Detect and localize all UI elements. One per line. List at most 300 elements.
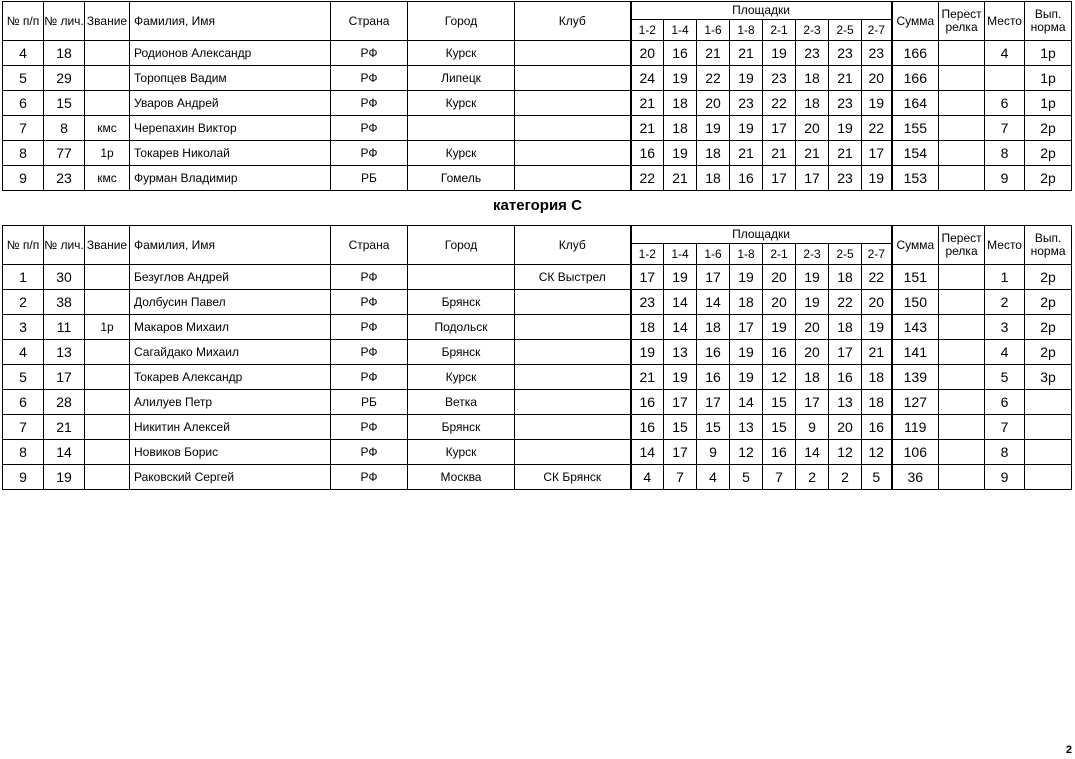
cell-norma: 1р [1025, 66, 1072, 91]
cell-mesto: 3 [985, 315, 1025, 340]
cell-mesto: 8 [985, 440, 1025, 465]
cell-station-score: 21 [697, 41, 730, 66]
cell-nlich: 38 [44, 290, 85, 315]
header-station: 2-1 [763, 244, 796, 265]
cell-name: Торопцев Вадим [130, 66, 331, 91]
cell-gorod: Брянск [408, 415, 515, 440]
cell-station-score: 18 [697, 141, 730, 166]
cell-gorod: Брянск [408, 340, 515, 365]
cell-station-score: 22 [697, 66, 730, 91]
cell-strana: РФ [331, 465, 408, 490]
header-station: 2-1 [763, 20, 796, 41]
cell-nlich: 8 [44, 116, 85, 141]
cell-station-score: 18 [796, 91, 829, 116]
cell-station-score: 20 [796, 315, 829, 340]
table-row [3, 415, 1072, 440]
cell-station-score: 18 [697, 166, 730, 191]
header-station: 1-2 [631, 20, 664, 41]
cell-station-score: 18 [664, 116, 697, 141]
table-row [3, 340, 1072, 365]
cell-mesto: 4 [985, 41, 1025, 66]
cell-station-score: 13 [829, 390, 862, 415]
table-row [3, 166, 1072, 191]
cell-name: Уваров Андрей [130, 91, 331, 116]
cell-name: Новиков Борис [130, 440, 331, 465]
cell-summa: 119 [892, 415, 939, 440]
header-strana: Страна [331, 2, 408, 41]
page-number: 2 [1065, 744, 1072, 756]
cell-station-score: 16 [697, 365, 730, 390]
cell-mesto: 6 [985, 390, 1025, 415]
cell-mesto: 6 [985, 91, 1025, 116]
cell-gorod [408, 116, 515, 141]
cell-strana: РБ [331, 166, 408, 191]
results-table-category-c [2, 225, 1072, 490]
cell-station-score: 19 [730, 116, 763, 141]
cell-mesto: 4 [985, 340, 1025, 365]
cell-zvanie: кмс [85, 166, 130, 191]
cell-np: 2 [3, 290, 44, 315]
cell-strana: РБ [331, 390, 408, 415]
cell-gorod: Подольск [408, 315, 515, 340]
cell-nlich: 15 [44, 91, 85, 116]
cell-summa: 166 [892, 41, 939, 66]
cell-klub [515, 340, 631, 365]
cell-station-score: 21 [664, 166, 697, 191]
cell-gorod [408, 265, 515, 290]
cell-mesto: 2 [985, 290, 1025, 315]
cell-station-score: 18 [862, 390, 892, 415]
cell-mesto: 9 [985, 465, 1025, 490]
header-np: № п/п [3, 2, 44, 41]
results-body-top [3, 41, 1072, 191]
cell-strana: РФ [331, 91, 408, 116]
cell-klub [515, 41, 631, 66]
cell-klub [515, 141, 631, 166]
cell-station-score: 9 [796, 415, 829, 440]
cell-zvanie [85, 265, 130, 290]
cell-summa: 127 [892, 390, 939, 415]
cell-zvanie: 1р [85, 141, 130, 166]
cell-norma: 1р [1025, 91, 1072, 116]
cell-station-score: 16 [631, 141, 664, 166]
cell-strana: РФ [331, 265, 408, 290]
cell-station-score: 19 [763, 315, 796, 340]
cell-klub [515, 390, 631, 415]
cell-zvanie [85, 66, 130, 91]
cell-station-score: 18 [796, 365, 829, 390]
cell-station-score: 19 [796, 290, 829, 315]
cell-summa: 164 [892, 91, 939, 116]
cell-station-score: 21 [763, 141, 796, 166]
cell-station-score: 23 [829, 166, 862, 191]
cell-zvanie [85, 340, 130, 365]
cell-station-score: 14 [664, 315, 697, 340]
cell-station-score: 19 [697, 116, 730, 141]
cell-norma: 1р [1025, 41, 1072, 66]
cell-station-score: 18 [796, 66, 829, 91]
cell-station-score: 14 [730, 390, 763, 415]
cell-name: Токарев Александр [130, 365, 331, 390]
cell-station-score: 22 [763, 91, 796, 116]
cell-perestrelka [939, 116, 985, 141]
cell-norma: 2р [1025, 290, 1072, 315]
cell-mesto: 8 [985, 141, 1025, 166]
header-ploshchadki: Площадки [631, 226, 892, 244]
cell-station-score: 17 [730, 315, 763, 340]
cell-station-score: 19 [730, 340, 763, 365]
table-row [3, 91, 1072, 116]
cell-station-score: 21 [631, 116, 664, 141]
header-norma: Вып. норма [1025, 2, 1072, 41]
cell-station-score: 16 [862, 415, 892, 440]
cell-name: Фурман Владимир [130, 166, 331, 191]
cell-mesto: 7 [985, 415, 1025, 440]
cell-klub [515, 440, 631, 465]
cell-klub: СК Выстрел [515, 265, 631, 290]
cell-perestrelka [939, 290, 985, 315]
cell-strana: РФ [331, 141, 408, 166]
cell-summa: 150 [892, 290, 939, 315]
results-table-top [2, 1, 1072, 191]
header-perestrelka: Перест релка [939, 226, 985, 265]
cell-station-score: 19 [862, 166, 892, 191]
cell-station-score: 18 [730, 290, 763, 315]
cell-station-score: 21 [862, 340, 892, 365]
header-station: 2-3 [796, 244, 829, 265]
cell-perestrelka [939, 166, 985, 191]
cell-strana: РФ [331, 315, 408, 340]
cell-station-score: 16 [664, 41, 697, 66]
cell-np: 1 [3, 265, 44, 290]
cell-station-score: 4 [697, 465, 730, 490]
cell-station-score: 21 [730, 41, 763, 66]
cell-summa: 153 [892, 166, 939, 191]
header-mesto: Место [985, 226, 1025, 265]
table-row [3, 66, 1072, 91]
cell-perestrelka [939, 465, 985, 490]
cell-station-score: 20 [631, 41, 664, 66]
cell-perestrelka [939, 141, 985, 166]
cell-klub [515, 91, 631, 116]
cell-station-score: 21 [631, 365, 664, 390]
cell-norma [1025, 440, 1072, 465]
cell-mesto: 7 [985, 116, 1025, 141]
cell-station-score: 19 [862, 315, 892, 340]
cell-station-score: 17 [631, 265, 664, 290]
cell-name: Раковский Сергей [130, 465, 331, 490]
cell-strana: РФ [331, 340, 408, 365]
cell-station-score: 18 [829, 315, 862, 340]
cell-station-score: 20 [763, 265, 796, 290]
cell-station-score: 17 [664, 390, 697, 415]
cell-perestrelka [939, 265, 985, 290]
cell-summa: 106 [892, 440, 939, 465]
cell-gorod: Курск [408, 41, 515, 66]
header-summa: Сумма [892, 2, 939, 41]
cell-klub [515, 290, 631, 315]
header-station: 1-8 [730, 20, 763, 41]
table-row [3, 315, 1072, 340]
cell-name: Алилуев Петр [130, 390, 331, 415]
cell-station-score: 15 [697, 415, 730, 440]
header-station: 2-5 [829, 20, 862, 41]
cell-klub [515, 365, 631, 390]
cell-station-score: 21 [631, 91, 664, 116]
header-station: 2-3 [796, 20, 829, 41]
cell-station-score: 20 [862, 66, 892, 91]
cell-np: 6 [3, 91, 44, 116]
cell-station-score: 16 [763, 440, 796, 465]
header-norma: Вып. норма [1025, 226, 1072, 265]
cell-summa: 36 [892, 465, 939, 490]
cell-strana: РФ [331, 66, 408, 91]
cell-station-score: 5 [862, 465, 892, 490]
cell-klub [515, 166, 631, 191]
cell-station-score: 17 [697, 265, 730, 290]
cell-name: Черепахин Виктор [130, 116, 331, 141]
cell-strana: РФ [331, 415, 408, 440]
table-row [3, 116, 1072, 141]
header-station: 1-4 [664, 244, 697, 265]
cell-zvanie [85, 41, 130, 66]
cell-klub [515, 66, 631, 91]
cell-station-score: 17 [862, 141, 892, 166]
cell-norma: 2р [1025, 265, 1072, 290]
cell-gorod: Ветка [408, 390, 515, 415]
header-station: 1-2 [631, 244, 664, 265]
cell-zvanie: кмс [85, 116, 130, 141]
header-np: № п/п [3, 226, 44, 265]
cell-mesto: 9 [985, 166, 1025, 191]
cell-name: Безуглов Андрей [130, 265, 331, 290]
cell-station-score: 7 [763, 465, 796, 490]
cell-np: 4 [3, 41, 44, 66]
cell-perestrelka [939, 66, 985, 91]
cell-mesto: 5 [985, 365, 1025, 390]
cell-station-score: 24 [631, 66, 664, 91]
cell-station-score: 23 [829, 91, 862, 116]
cell-station-score: 14 [796, 440, 829, 465]
header-zvanie: Звание [85, 226, 130, 265]
cell-station-score: 21 [796, 141, 829, 166]
cell-station-score: 14 [697, 290, 730, 315]
cell-gorod: Курск [408, 91, 515, 116]
cell-station-score: 13 [664, 340, 697, 365]
cell-station-score: 16 [730, 166, 763, 191]
header-station: 1-6 [697, 244, 730, 265]
cell-station-score: 19 [664, 365, 697, 390]
cell-station-score: 5 [730, 465, 763, 490]
cell-station-score: 20 [829, 415, 862, 440]
cell-station-score: 2 [829, 465, 862, 490]
table-row [3, 440, 1072, 465]
cell-nlich: 13 [44, 340, 85, 365]
cell-norma [1025, 390, 1072, 415]
cell-station-score: 20 [796, 116, 829, 141]
cell-klub [515, 315, 631, 340]
cell-nlich: 30 [44, 265, 85, 290]
cell-summa: 155 [892, 116, 939, 141]
cell-zvanie [85, 440, 130, 465]
header-gorod: Город [408, 226, 515, 265]
cell-station-score: 23 [796, 41, 829, 66]
cell-station-score: 19 [664, 66, 697, 91]
cell-name: Родионов Александр [130, 41, 331, 66]
cell-station-score: 21 [829, 66, 862, 91]
cell-nlich: 21 [44, 415, 85, 440]
cell-zvanie [85, 390, 130, 415]
cell-station-score: 16 [631, 390, 664, 415]
cell-zvanie [85, 365, 130, 390]
cell-klub: СК Брянск [515, 465, 631, 490]
cell-perestrelka [939, 415, 985, 440]
cell-station-score: 18 [631, 315, 664, 340]
cell-zvanie [85, 415, 130, 440]
cell-station-score: 17 [664, 440, 697, 465]
cell-strana: РФ [331, 41, 408, 66]
cell-station-score: 23 [763, 66, 796, 91]
cell-name: Токарев Николай [130, 141, 331, 166]
header-zvanie: Звание [85, 2, 130, 41]
cell-norma: 2р [1025, 166, 1072, 191]
header-klub: Клуб [515, 2, 631, 41]
header-station: 1-6 [697, 20, 730, 41]
header-station: 1-4 [664, 20, 697, 41]
cell-nlich: 23 [44, 166, 85, 191]
cell-np: 6 [3, 390, 44, 415]
cell-station-score: 16 [829, 365, 862, 390]
cell-np: 3 [3, 315, 44, 340]
cell-perestrelka [939, 365, 985, 390]
cell-station-score: 20 [697, 91, 730, 116]
header-nlich: № лич. [44, 2, 85, 41]
cell-mesto: 1 [985, 265, 1025, 290]
cell-station-score: 13 [730, 415, 763, 440]
cell-station-score: 17 [763, 116, 796, 141]
header-mesto: Место [985, 2, 1025, 41]
cell-station-score: 7 [664, 465, 697, 490]
cell-gorod: Брянск [408, 290, 515, 315]
cell-station-score: 19 [730, 265, 763, 290]
cell-station-score: 16 [763, 340, 796, 365]
cell-perestrelka [939, 440, 985, 465]
table-row [3, 390, 1072, 415]
cell-summa: 154 [892, 141, 939, 166]
cell-station-score: 23 [631, 290, 664, 315]
cell-perestrelka [939, 390, 985, 415]
cell-nlich: 19 [44, 465, 85, 490]
cell-norma [1025, 465, 1072, 490]
cell-nlich: 28 [44, 390, 85, 415]
cell-station-score: 17 [796, 390, 829, 415]
header-name: Фамилия, Имя [130, 2, 331, 41]
cell-gorod: Курск [408, 365, 515, 390]
cell-np: 9 [3, 465, 44, 490]
cell-nlich: 17 [44, 365, 85, 390]
cell-station-score: 23 [862, 41, 892, 66]
cell-station-score: 12 [763, 365, 796, 390]
cell-station-score: 9 [697, 440, 730, 465]
results-body-category-c [3, 265, 1072, 490]
table-row [3, 141, 1072, 166]
cell-station-score: 20 [796, 340, 829, 365]
cell-station-score: 17 [829, 340, 862, 365]
cell-station-score: 20 [763, 290, 796, 315]
cell-station-score: 12 [862, 440, 892, 465]
header-station: 2-5 [829, 244, 862, 265]
header-station: 1-8 [730, 244, 763, 265]
cell-station-score: 19 [829, 116, 862, 141]
cell-station-score: 22 [631, 166, 664, 191]
cell-np: 8 [3, 141, 44, 166]
cell-station-score: 18 [664, 91, 697, 116]
cell-station-score: 18 [697, 315, 730, 340]
cell-station-score: 4 [631, 465, 664, 490]
cell-station-score: 19 [664, 265, 697, 290]
cell-strana: РФ [331, 116, 408, 141]
cell-np: 9 [3, 166, 44, 191]
header-name: Фамилия, Имя [130, 226, 331, 265]
cell-station-score: 23 [730, 91, 763, 116]
cell-gorod: Москва [408, 465, 515, 490]
cell-station-score: 20 [862, 290, 892, 315]
cell-station-score: 12 [829, 440, 862, 465]
cell-name: Сагайдако Михаил [130, 340, 331, 365]
cell-klub [515, 415, 631, 440]
header-perestrelka: Перест релка [939, 2, 985, 41]
cell-mesto [985, 66, 1025, 91]
cell-name: Долбусин Павел [130, 290, 331, 315]
table-row [3, 365, 1072, 390]
cell-station-score: 14 [631, 440, 664, 465]
cell-station-score: 15 [763, 390, 796, 415]
cell-zvanie: 1р [85, 315, 130, 340]
cell-np: 5 [3, 66, 44, 91]
cell-norma: 2р [1025, 315, 1072, 340]
cell-station-score: 16 [631, 415, 664, 440]
cell-station-score: 19 [796, 265, 829, 290]
header-gorod: Город [408, 2, 515, 41]
cell-summa: 139 [892, 365, 939, 390]
cell-station-score: 12 [730, 440, 763, 465]
cell-station-score: 18 [829, 265, 862, 290]
cell-summa: 141 [892, 340, 939, 365]
cell-summa: 166 [892, 66, 939, 91]
cell-np: 7 [3, 116, 44, 141]
cell-strana: РФ [331, 440, 408, 465]
cell-station-score: 23 [829, 41, 862, 66]
header-summa: Сумма [892, 226, 939, 265]
cell-station-score: 21 [730, 141, 763, 166]
cell-name: Никитин Алексей [130, 415, 331, 440]
header-klub: Клуб [515, 226, 631, 265]
cell-zvanie [85, 465, 130, 490]
cell-name: Макаров Михаил [130, 315, 331, 340]
cell-perestrelka [939, 315, 985, 340]
cell-norma: 2р [1025, 340, 1072, 365]
table-row [3, 41, 1072, 66]
cell-norma: 3р [1025, 365, 1072, 390]
cell-station-score: 19 [631, 340, 664, 365]
cell-station-score: 19 [862, 91, 892, 116]
cell-nlich: 11 [44, 315, 85, 340]
cell-station-score: 19 [763, 41, 796, 66]
header-ploshchadki: Площадки [631, 2, 892, 20]
cell-perestrelka [939, 41, 985, 66]
table-row [3, 465, 1072, 490]
header-station: 2-7 [862, 244, 892, 265]
